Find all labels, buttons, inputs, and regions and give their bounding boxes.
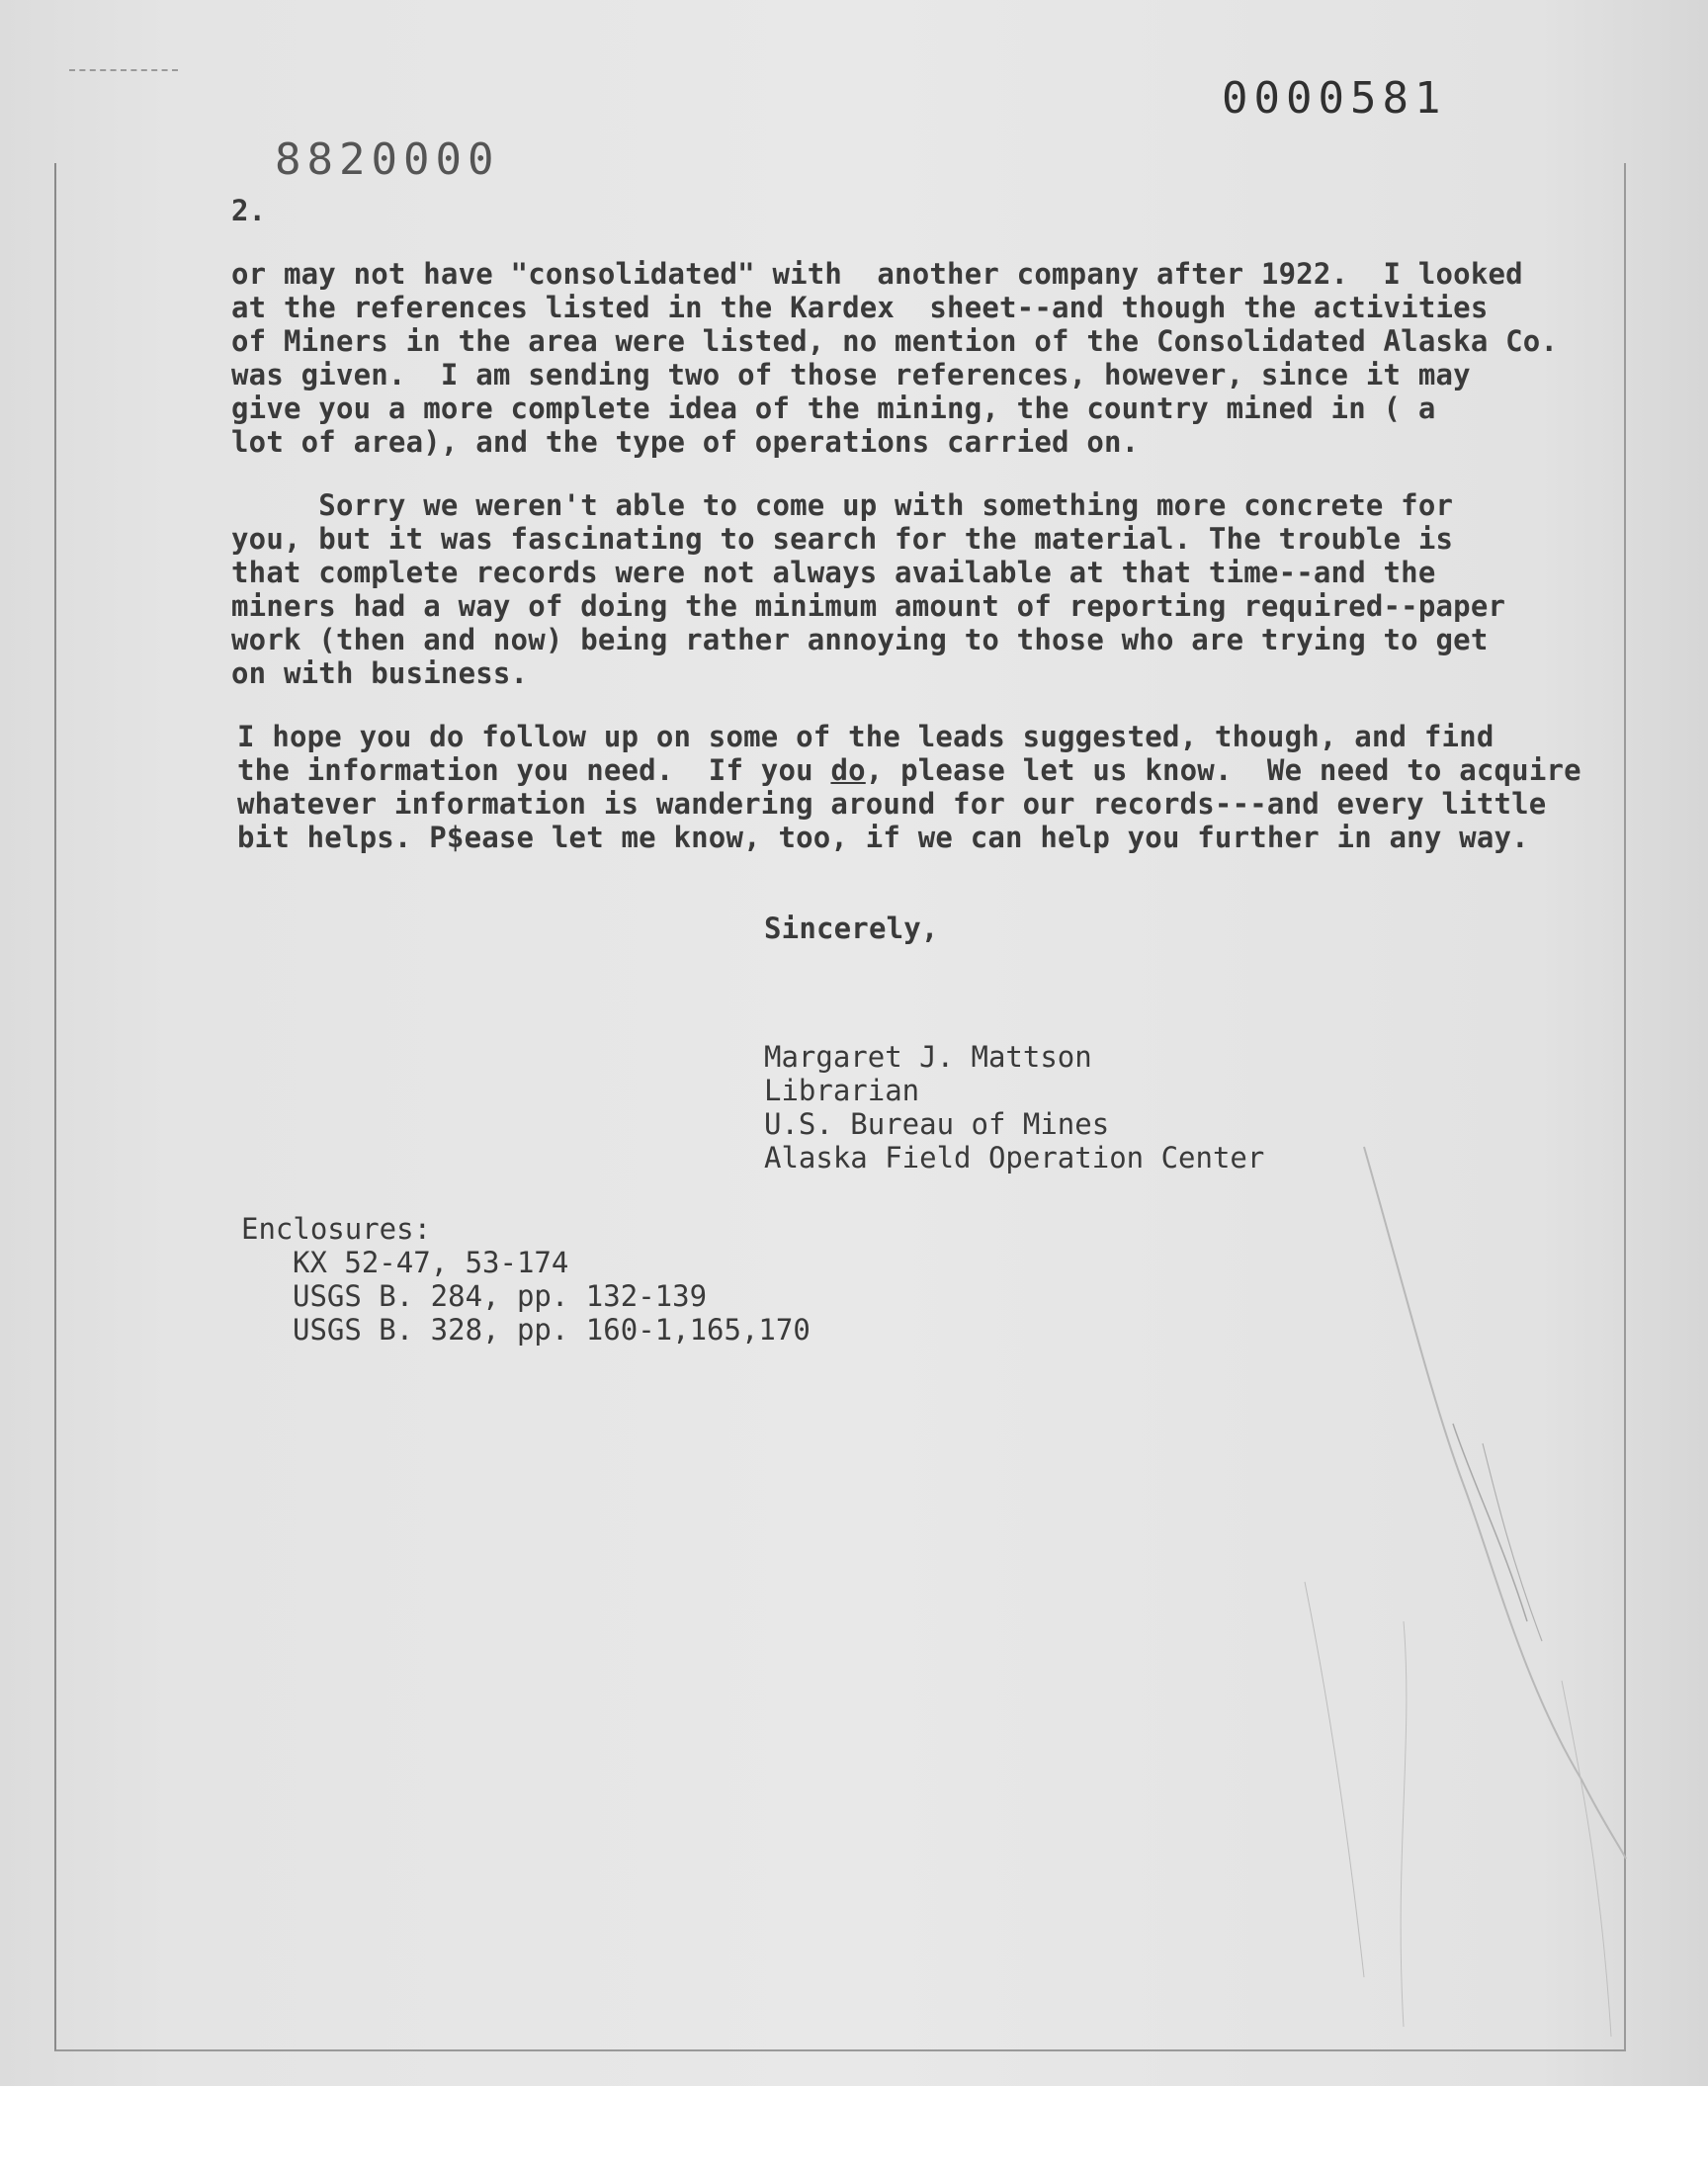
reference-number-stamp: 8820000 xyxy=(275,134,500,185)
body-line: give you a more complete idea of the mining, the country mined in ( a xyxy=(231,392,1436,425)
body-line: or may not have "consolidated" with another company after 1922. I looked xyxy=(231,257,1523,291)
body-line: on with business. xyxy=(231,656,529,690)
page-number: 2. xyxy=(231,194,266,227)
body-line: whatever information is wandering around for our records---and every little xyxy=(237,787,1547,821)
signer-title: Librarian xyxy=(764,1074,920,1107)
body-text-segment: , please let us know. We need to acquire xyxy=(865,753,1581,787)
signer-organization: U.S. Bureau of Mines xyxy=(764,1107,1110,1141)
body-line: bit helps. P$ease let me know, too, if we can help you further in any way. xyxy=(237,821,1529,854)
body-line: I hope you do follow up on some of the leads suggested, though, and find xyxy=(237,720,1494,753)
enclosure-item: USGS B. 328, pp. 160-1,165,170 xyxy=(293,1313,811,1347)
body-line: lot of area), and the type of operations carried on. xyxy=(231,425,1140,459)
signer-office: Alaska Field Operation Center xyxy=(764,1141,1265,1174)
body-line: miners had a way of doing the minimum amount of reporting required--paper xyxy=(231,589,1506,623)
body-line: that complete records were not always available at that time--and the xyxy=(231,556,1436,589)
body-text-segment: the information you need. If you xyxy=(237,753,831,787)
body-line xyxy=(237,753,1581,787)
body-line: you, but it was fascinating to search for the material. The trouble is xyxy=(231,522,1454,556)
closing-salutation: Sincerely, xyxy=(764,912,939,945)
body-line: of Miners in the area were listed, no mention of the Consolidated Alaska Co. xyxy=(231,324,1559,358)
body-line: work (then and now) being rather annoying to those who are trying to get xyxy=(231,623,1489,656)
body-line: at the references listed in the Kardex sheet--and though the activities xyxy=(231,291,1489,324)
enclosure-item: USGS B. 284, pp. 132-139 xyxy=(293,1279,708,1313)
body-line: was given. I am sending two of those references, however, since it may xyxy=(231,358,1471,392)
document-number-stamp: 0000581 xyxy=(1222,73,1447,124)
body-line: Sorry we weren't able to come up with something more concrete for xyxy=(231,488,1454,522)
enclosures-heading: Enclosures: xyxy=(241,1212,432,1246)
signer-name: Margaret J. Mattson xyxy=(764,1040,1092,1074)
underlined-word: do xyxy=(830,753,866,787)
enclosure-item: KX 52-47, 53-174 xyxy=(293,1246,569,1279)
